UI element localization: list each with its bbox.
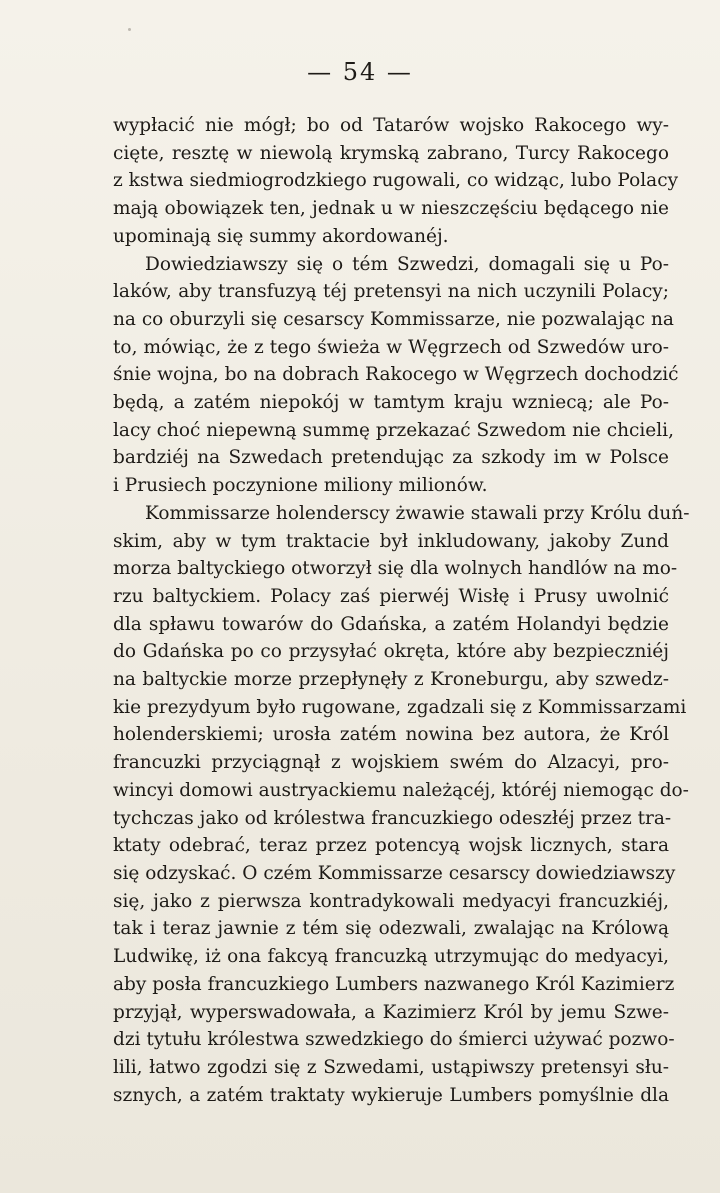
text-line: przyjął, wyperswadowała, a Kazimierz Król by jemu Szwe- xyxy=(113,1001,669,1023)
text-line: z kstwa siedmiogrodzkiego rugowali, co widząc, lubo Polacy xyxy=(113,170,679,192)
text-line: śnie wojna, bo na dobrach Rakocego w Węgrzech dochodzić xyxy=(113,364,679,386)
paragraph xyxy=(113,251,679,500)
text-line: i Prusiech poczynione miliony milionów. xyxy=(113,475,488,497)
body-text xyxy=(113,112,690,1109)
text-line: bardziéj na Szwedach pretendując za szkody im w Polsce xyxy=(113,447,669,469)
text-line: lili, łatwo zgodzi się z Szwedami, ustąpiwszy pretensyi słu- xyxy=(113,1056,669,1078)
text-line: holenderskiemi; urosła zatém nowina bez autora, że Król xyxy=(113,724,669,746)
text-line: wypłacić nie mógł; bo od Tatarów wojsko Rakocego wy- xyxy=(113,115,669,136)
text-line: się odzyskać. O czém Kommissarze cesarscy dowiedziawszy xyxy=(113,862,676,884)
text-line: to, mówiąc, że z tego świeża w Węgrzech od Szwedów uro- xyxy=(113,336,669,358)
text-line: dzi tytułu królestwa szwedzkiego do śmierci używać pozwo- xyxy=(113,1029,675,1051)
text-line: mają obowiązek ten, jednak u w nieszczęściu będącego nie xyxy=(113,198,669,220)
text-line: Kommissarze holenderscy żwawie stawali przy Królu duń- xyxy=(145,502,690,524)
text-line: się, jako z pierwsza kontradykowali medyacyi francuzkiéj, xyxy=(113,890,669,912)
text-line: tak i teraz jawnie z tém się odezwali, zwalając na Królową xyxy=(113,918,669,940)
text-line: dla spławu towarów do Gdańska, a zatém Holandyi będzie xyxy=(113,613,669,635)
text-line: na baltyckie morze przepłynęły z Kroneburgu, aby szwedz- xyxy=(113,669,669,691)
paragraph xyxy=(113,500,690,1109)
text-line: do Gdańska po co przysyłać okręta, które aby bezpieczniéj xyxy=(113,641,669,663)
text-line: upominają się summy akordowanéj. xyxy=(113,225,449,247)
text-line: będą, a zatém niepokój w tamtym kraju wzniecą; ale Po- xyxy=(113,392,669,414)
text-line: na co oburzyli się cesarscy Kommissarze, nie pozwalając na xyxy=(113,308,674,330)
text-line: laków, aby transfuzyą téj pretensyi na nich uczynili Polacy; xyxy=(113,281,669,303)
text-line: cięte, resztę w niewolą krymską zabrano, Turcy Rakocego xyxy=(113,142,669,164)
paper-speck xyxy=(128,28,131,31)
text-line: ktaty odebrać, teraz przez potencyą wojsk licznych, stara xyxy=(113,835,669,857)
text-line: skim, aby w tym traktacie był inkludowany, jakoby Zund xyxy=(113,530,669,552)
text-line: Dowiedziawszy się o tém Szwedzi, domagali się u Po- xyxy=(145,253,669,275)
text-line: rzu baltyckiem. Polacy zaś pierwéj Wisłę i Prusy uwolnić xyxy=(113,585,669,607)
text-line: francuzki przyciągnął z wojskiem swém do Alzacyi, pro- xyxy=(113,752,669,774)
text-line: kie prezydyum było rugowane, zgadzali się z Kommissarzami xyxy=(113,696,687,718)
text-line: Ludwikę, iż ona fakcyą francuzką utrzymując do medyacyi, xyxy=(113,946,669,968)
text-line: tychczas jako od królestwa francuzkiego odeszłéj przez tra- xyxy=(113,807,672,829)
paragraph xyxy=(113,112,679,251)
text-line: aby posła francuzkiego Lumbers nazwanego Król Kazimierz xyxy=(113,973,675,995)
text-line: morza baltyckiego otworzył się dla wolnych handlów na mo- xyxy=(113,558,678,580)
page-number: — 54 — xyxy=(307,58,413,86)
text-line: lacy choć niepewną summę przekazać Szwedom nie chcieli, xyxy=(113,419,674,441)
text-line: sznych, a zatém traktaty wykieruje Lumbers pomyślnie dla xyxy=(113,1084,669,1106)
text-line: wincyi domowi austryackiemu należącéj, któréj niemogąc do- xyxy=(113,779,689,801)
